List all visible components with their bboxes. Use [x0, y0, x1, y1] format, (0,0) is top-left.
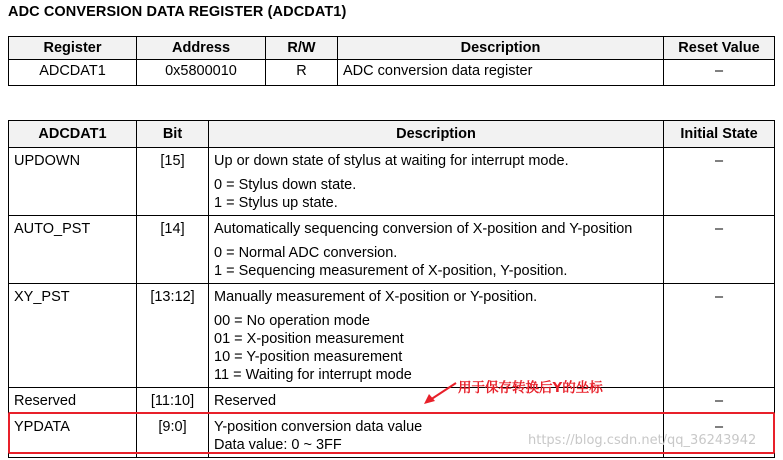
header-address: Address — [137, 37, 266, 60]
field-description: Y-position conversion data value Data value: 0 ~ 3FF — [209, 414, 664, 458]
field-description: Automatically sequencing conversion of X-position and Y-position 0 = Normal ADC conversion. 1 = Sequencing measurement of X-position, Y-position. — [209, 216, 664, 284]
table-row-auto-pst — [9, 216, 775, 284]
header-rw: R/W — [266, 37, 338, 60]
table-header-row — [9, 37, 775, 60]
table-header-row — [9, 121, 775, 148]
field-description: Reserved — [209, 388, 664, 414]
field-initial-state: – — [664, 148, 775, 216]
header-initial-state: Initial State — [664, 121, 775, 148]
field-name: YPDATA — [9, 414, 137, 458]
header-bit: Bit — [137, 121, 209, 148]
field-description: Up or down state of stylus at waiting for interrupt mode. 0 = Stylus down state. 1 = Stylus up state. — [209, 148, 664, 216]
field-initial-state: – — [664, 388, 775, 414]
field-description: Manually measurement of X-position or Y-position. 00 = No operation mode 01 = X-position measurement 10 = Y-position measurement 11 = Waiting for interrupt mode — [209, 284, 664, 388]
field-bit: [14] — [137, 216, 209, 284]
field-name: Reserved — [9, 388, 137, 414]
annotation-text: 用于保存转换后Y的坐标 — [458, 380, 603, 396]
page-title: ADC CONVERSION DATA REGISTER (ADCDAT1) — [8, 4, 347, 20]
field-bit: [11:10] — [137, 388, 209, 414]
header-description: Description — [338, 37, 664, 60]
bits-table — [8, 120, 775, 458]
table-row-updown — [9, 148, 775, 216]
cell-address: 0x5800010 — [137, 60, 266, 86]
field-bit: [9:0] — [137, 414, 209, 458]
field-name: UPDOWN — [9, 148, 137, 216]
table-row-xy-pst — [9, 284, 775, 388]
field-initial-state: – — [664, 216, 775, 284]
field-initial-state: – — [664, 284, 775, 388]
field-name: XY_PST — [9, 284, 137, 388]
cell-reset-value: – — [664, 60, 775, 86]
cell-rw: R — [266, 60, 338, 86]
header-description: Description — [209, 121, 664, 148]
header-reset-value: Reset Value — [664, 37, 775, 60]
field-bit: [13:12] — [137, 284, 209, 388]
cell-register: ADCDAT1 — [9, 60, 137, 86]
register-table — [8, 36, 775, 86]
header-field: ADCDAT1 — [9, 121, 137, 148]
field-name: AUTO_PST — [9, 216, 137, 284]
field-bit: [15] — [137, 148, 209, 216]
watermark-text: https://blog.csdn.net/qq_36243942 — [528, 433, 757, 448]
arrow-icon — [420, 380, 460, 406]
header-register: Register — [9, 37, 137, 60]
field-initial-state: – — [664, 414, 775, 458]
table-row-reserved — [9, 388, 775, 414]
table-row — [9, 60, 775, 86]
cell-description: ADC conversion data register — [338, 60, 664, 86]
